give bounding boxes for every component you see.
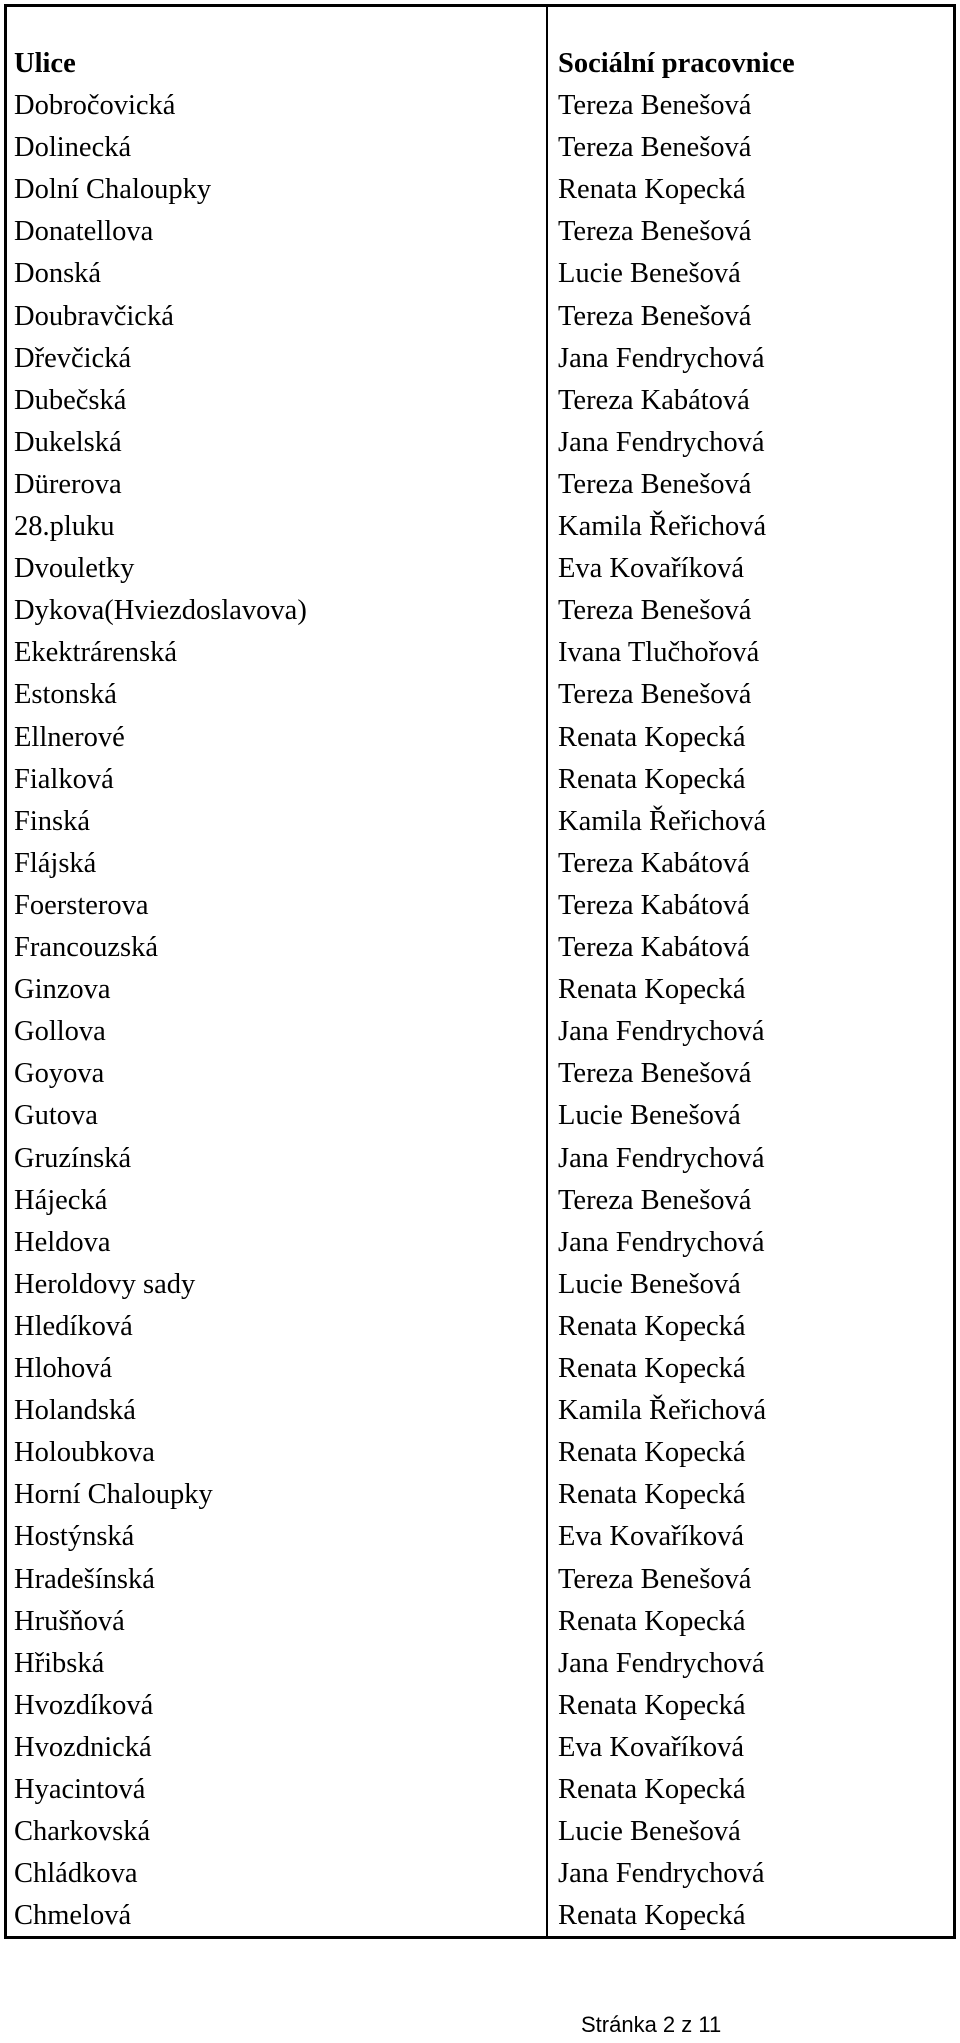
street-cell: Gruzínská <box>14 1143 132 1174</box>
social-worker-column <box>548 7 953 1936</box>
street-cell: Hvozdíková <box>14 1690 154 1721</box>
social-worker-cell: Renata Kopecká <box>558 974 746 1005</box>
social-worker-cell: Renata Kopecká <box>558 1690 746 1721</box>
street-cell: Horní Chaloupky <box>14 1479 213 1510</box>
social-worker-cell: Lucie Benešová <box>558 1100 741 1131</box>
street-cell: Donatellova <box>14 216 154 247</box>
social-worker-cell: Jana Fendrychová <box>558 1227 765 1258</box>
social-worker-cell: Eva Kovaříková <box>558 553 744 584</box>
street-cell: Dubečská <box>14 385 127 416</box>
street-assignment-table <box>4 4 956 1939</box>
social-worker-cell: Tereza Kabátová <box>558 848 750 879</box>
social-worker-cell: Jana Fendrychová <box>558 1016 765 1047</box>
social-worker-cell: Kamila Řeřichová <box>558 806 767 837</box>
social-worker-cell: Renata Kopecká <box>558 1774 746 1805</box>
street-cell: Fialková <box>14 764 114 795</box>
social-worker-cell: Tereza Kabátová <box>558 385 750 416</box>
street-cell: Hájecká <box>14 1185 108 1216</box>
social-worker-cell: Tereza Benešová <box>558 1564 752 1595</box>
street-cell: Heldova <box>14 1227 111 1258</box>
social-worker-cell: Jana Fendrychová <box>558 343 765 374</box>
social-worker-cell: Tereza Benešová <box>558 679 752 710</box>
street-cell: Ekektrárenská <box>14 637 177 668</box>
social-worker-cell: Renata Kopecká <box>558 1900 746 1931</box>
social-worker-cell: Lucie Benešová <box>558 258 741 289</box>
social-worker-cell: Tereza Benešová <box>558 301 752 332</box>
street-cell: Francouzská <box>14 932 159 963</box>
social-worker-cell: Kamila Řeřichová <box>558 511 767 542</box>
street-cell: Hlohová <box>14 1353 113 1384</box>
street-cell: Gutova <box>14 1100 98 1131</box>
page-number-footer: Stránka 2 z 11 <box>581 2012 722 2037</box>
street-cell: Hostýnská <box>14 1521 135 1552</box>
social-worker-cell: Tereza Benešová <box>558 216 752 247</box>
street-cell: Hyacintová <box>14 1774 146 1805</box>
street-cell: Holandská <box>14 1395 136 1426</box>
social-worker-cell: Jana Fendrychová <box>558 1143 765 1174</box>
social-worker-cell: Tereza Benešová <box>558 90 752 121</box>
social-worker-cell: Tereza Kabátová <box>558 932 750 963</box>
social-worker-cell: Renata Kopecká <box>558 1437 746 1468</box>
social-worker-cell: Eva Kovaříková <box>558 1521 744 1552</box>
street-cell: Ellnerové <box>14 722 125 753</box>
street-cell: Charkovská <box>14 1816 151 1847</box>
street-cell: Dobročovická <box>14 90 176 121</box>
street-cell: Hradešínská <box>14 1564 155 1595</box>
street-cell: Hrušňová <box>14 1606 125 1637</box>
street-cell: Finská <box>14 806 91 837</box>
street-cell: Ginzova <box>14 974 111 1005</box>
street-cell: Dykova(Hviezdoslavova) <box>14 595 307 626</box>
street-cell: Dürerova <box>14 469 122 500</box>
social-worker-cell: Jana Fendrychová <box>558 1648 765 1679</box>
social-worker-cell: Renata Kopecká <box>558 1606 746 1637</box>
social-worker-cell: Tereza Benešová <box>558 469 752 500</box>
social-worker-cell: Renata Kopecká <box>558 1311 746 1342</box>
social-worker-cell: Jana Fendrychová <box>558 1858 765 1889</box>
social-worker-cell: Lucie Benešová <box>558 1269 741 1300</box>
social-worker-cell: Renata Kopecká <box>558 722 746 753</box>
social-worker-cell: Tereza Kabátová <box>558 890 750 921</box>
social-worker-cell: Ivana Tlučhořová <box>558 637 760 668</box>
street-cell: Flájská <box>14 848 97 879</box>
street-cell: Chládkova <box>14 1858 138 1889</box>
social-worker-cell: Lucie Benešová <box>558 1816 741 1847</box>
street-cell: Holoubkova <box>14 1437 155 1468</box>
street-cell: Goyova <box>14 1058 105 1089</box>
social-worker-cell: Eva Kovaříková <box>558 1732 744 1763</box>
street-cell: Chmelová <box>14 1900 132 1931</box>
street-cell: Estonská <box>14 679 117 710</box>
street-cell: 28.pluku <box>14 511 115 542</box>
street-column-header: Ulice <box>14 48 76 79</box>
street-cell: Dvouletky <box>14 553 135 584</box>
street-cell: Hvozdnická <box>14 1732 152 1763</box>
street-cell: Foersterova <box>14 890 149 921</box>
social-worker-cell: Renata Kopecká <box>558 1353 746 1384</box>
street-column <box>7 7 548 1936</box>
street-cell: Heroldovy sady <box>14 1269 196 1300</box>
street-cell: Dolinecká <box>14 132 132 163</box>
social-worker-cell: Kamila Řeřichová <box>558 1395 767 1426</box>
social-worker-cell: Renata Kopecká <box>558 764 746 795</box>
street-cell: Donská <box>14 258 102 289</box>
social-worker-cell: Tereza Benešová <box>558 1058 752 1089</box>
street-cell: Dřevčická <box>14 343 132 374</box>
street-cell: Hřibská <box>14 1648 105 1679</box>
social-worker-column-header: Sociální pracovnice <box>558 48 795 79</box>
street-cell: Gollova <box>14 1016 106 1047</box>
street-cell: Doubravčická <box>14 301 174 332</box>
social-worker-cell: Renata Kopecká <box>558 174 746 205</box>
street-cell: Dukelská <box>14 427 122 458</box>
social-worker-cell: Renata Kopecká <box>558 1479 746 1510</box>
social-worker-cell: Tereza Benešová <box>558 132 752 163</box>
social-worker-cell: Tereza Benešová <box>558 595 752 626</box>
social-worker-cell: Tereza Benešová <box>558 1185 752 1216</box>
street-cell: Dolní Chaloupky <box>14 174 212 205</box>
social-worker-cell: Jana Fendrychová <box>558 427 765 458</box>
street-cell: Hledíková <box>14 1311 133 1342</box>
